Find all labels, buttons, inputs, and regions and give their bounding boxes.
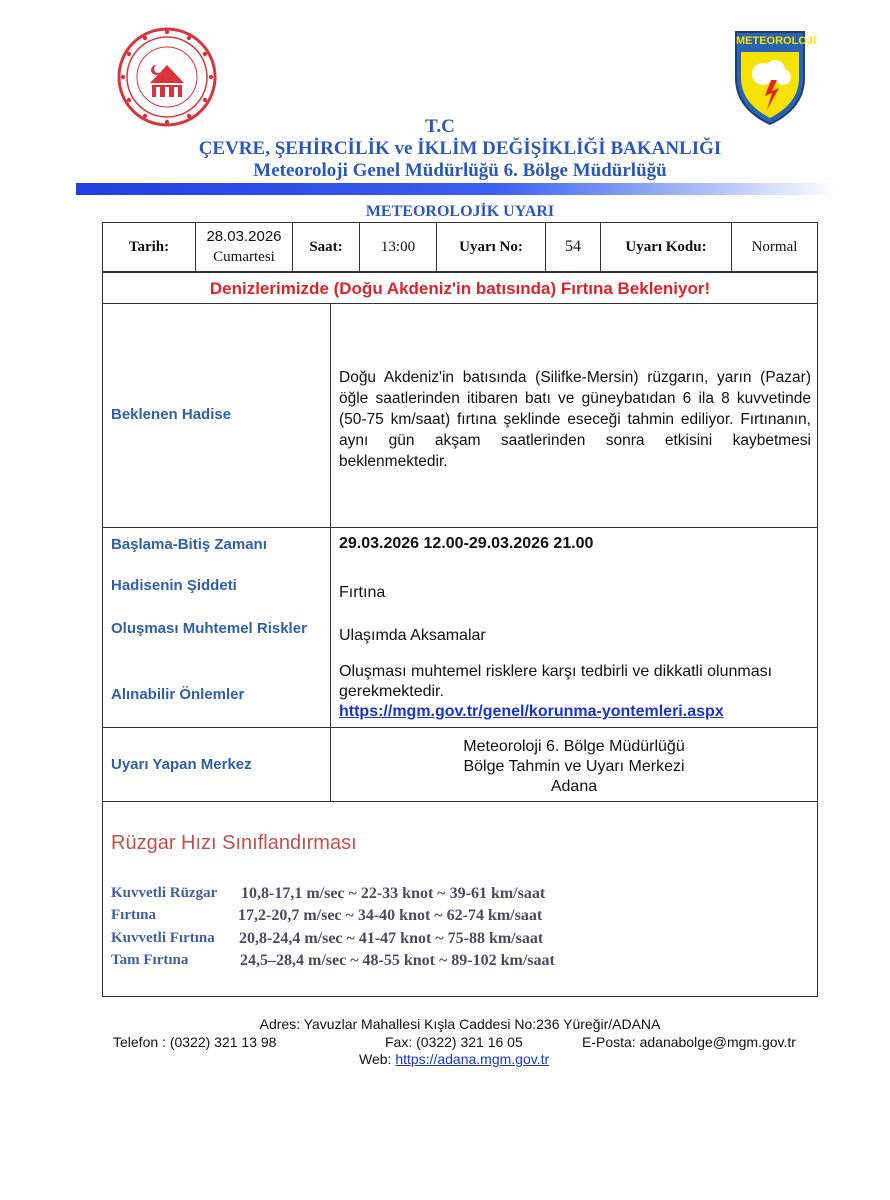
issuing-center-label: Uyarı Yapan Merkez	[111, 756, 252, 773]
start-end-time-label: Başlama-Bitiş Zamanı	[111, 536, 267, 553]
wind-classification-title: Rüzgar Hızı Sınıflandırması	[111, 832, 357, 854]
header-directorate: Meteoroloji Genel Müdürlüğü 6. Bölge Müdürlüğü	[253, 160, 667, 181]
possible-risks-label: Oluşması Muhtemel Riskler	[111, 620, 307, 637]
wind-class-name: Kuvvetli Fırtına	[111, 930, 215, 946]
footer-email: E-Posta: adanabolge@mgm.gov.tr	[582, 1034, 796, 1050]
headline-divider	[103, 303, 817, 304]
ministry-seal-logo	[110, 25, 224, 129]
date-cell	[196, 223, 293, 272]
issuing-center-line: Adana	[550, 778, 598, 795]
warning-code-value: Normal	[732, 223, 818, 272]
row-divider	[103, 527, 817, 528]
warning-no-label: Uyarı No:	[437, 223, 546, 272]
time-label: Saat:	[293, 223, 360, 272]
date-label: Tarih:	[103, 223, 196, 272]
wind-classification-box	[102, 800, 818, 997]
header-ministry: ÇEVRE, ŞEHİRCİLİK ve İKLİM DEĞİŞİKLİĞİ BAKANLIĞI	[198, 138, 722, 159]
row-divider	[103, 727, 817, 728]
time-value: 13:00	[360, 223, 437, 272]
footer-web-label: Web:	[359, 1051, 392, 1067]
footer-fax: Fax: (0322) 321 16 05	[385, 1034, 523, 1050]
footer-address: Adres: Yavuzlar Mahallesi Kışla Caddesi No:236 Yüreğir/ADANA	[259, 1016, 661, 1032]
precautions-link[interactable]: https://mgm.gov.tr/genel/korunma-yontemleri.aspx	[339, 703, 724, 720]
warning-no-value: 54	[546, 223, 601, 272]
possible-risks-value: Ulaşımda Aksamalar	[339, 627, 486, 644]
wind-class-value: 17,2-20,7 m/sec ~ 34-40 knot ~ 62-74 km/saat	[238, 907, 543, 924]
issuing-center-line: Bölge Tahmin ve Uyarı Merkezi	[463, 758, 685, 775]
event-severity-label: Hadisenin Şiddeti	[111, 577, 237, 594]
footer-web-link[interactable]: https://adana.mgm.gov.tr	[395, 1051, 550, 1067]
expected-event-value: Doğu Akdeniz'in batısında (Silifke-Mersin) rüzgarın, yarın (Pazar) öğle saatlerinden itibaren batı ve güneybatıdan 6 ila 8 kuvvetinde (50-75 km/saat) fırtına şeklinde eseceği tahmin ediliyor. Fırtınanın, aynı gün akşam saatlerinden sonra etkisini kaybetmesi beklenmektedir.	[339, 369, 811, 470]
warning-headline: Denizlerimizde (Doğu Akdeniz'in batısında) Fırtına Bekleniyor!	[209, 279, 711, 298]
header-divider-bar	[76, 183, 836, 195]
header-tc: T.C	[425, 116, 455, 137]
warning-info-table	[102, 222, 818, 272]
footer-phone: Telefon : (0322) 321 13 98	[113, 1034, 277, 1050]
precautions-label: Alınabilir Önlemler	[111, 686, 245, 703]
wind-class-value: 20,8-24,4 m/sec ~ 41-47 knot ~ 75-88 km/saat	[239, 930, 544, 947]
warning-title: METEOROLOJİK UYARI	[365, 203, 555, 220]
footer-web	[359, 1051, 549, 1067]
wind-class-value: 10,8-17,1 m/sec ~ 22-33 knot ~ 39-61 km/saat	[241, 885, 546, 902]
meteoroloji-logo-text: METEOROLOJİ	[736, 35, 817, 47]
issuing-center-value	[331, 737, 817, 797]
warning-details-box	[102, 272, 818, 802]
wind-class-name: Kuvvetli Rüzgar	[111, 885, 218, 901]
day-value: Cumartesi	[213, 249, 275, 265]
issuing-center-line: Meteoroloji 6. Bölge Müdürlüğü	[463, 738, 685, 755]
warning-code-label: Uyarı Kodu:	[601, 223, 732, 272]
start-end-time-value: 29.03.2026 12.00-29.03.2026 21.00	[339, 535, 594, 552]
precautions-value: Oluşması muhtemel risklere karşı tedbirli ve dikkatli olunması gerekmektedir.	[339, 663, 773, 700]
event-severity-value: Fırtına	[339, 584, 386, 601]
wind-class-value: 24,5–28,4 m/sec ~ 48-55 knot ~ 89-102 km/saat	[240, 952, 555, 969]
wind-class-name: Tam Fırtına	[111, 952, 189, 968]
wind-class-name: Fırtına	[111, 907, 156, 923]
date-value: 28.03.2026	[206, 228, 282, 245]
expected-event-label: Beklenen Hadise	[111, 406, 232, 423]
